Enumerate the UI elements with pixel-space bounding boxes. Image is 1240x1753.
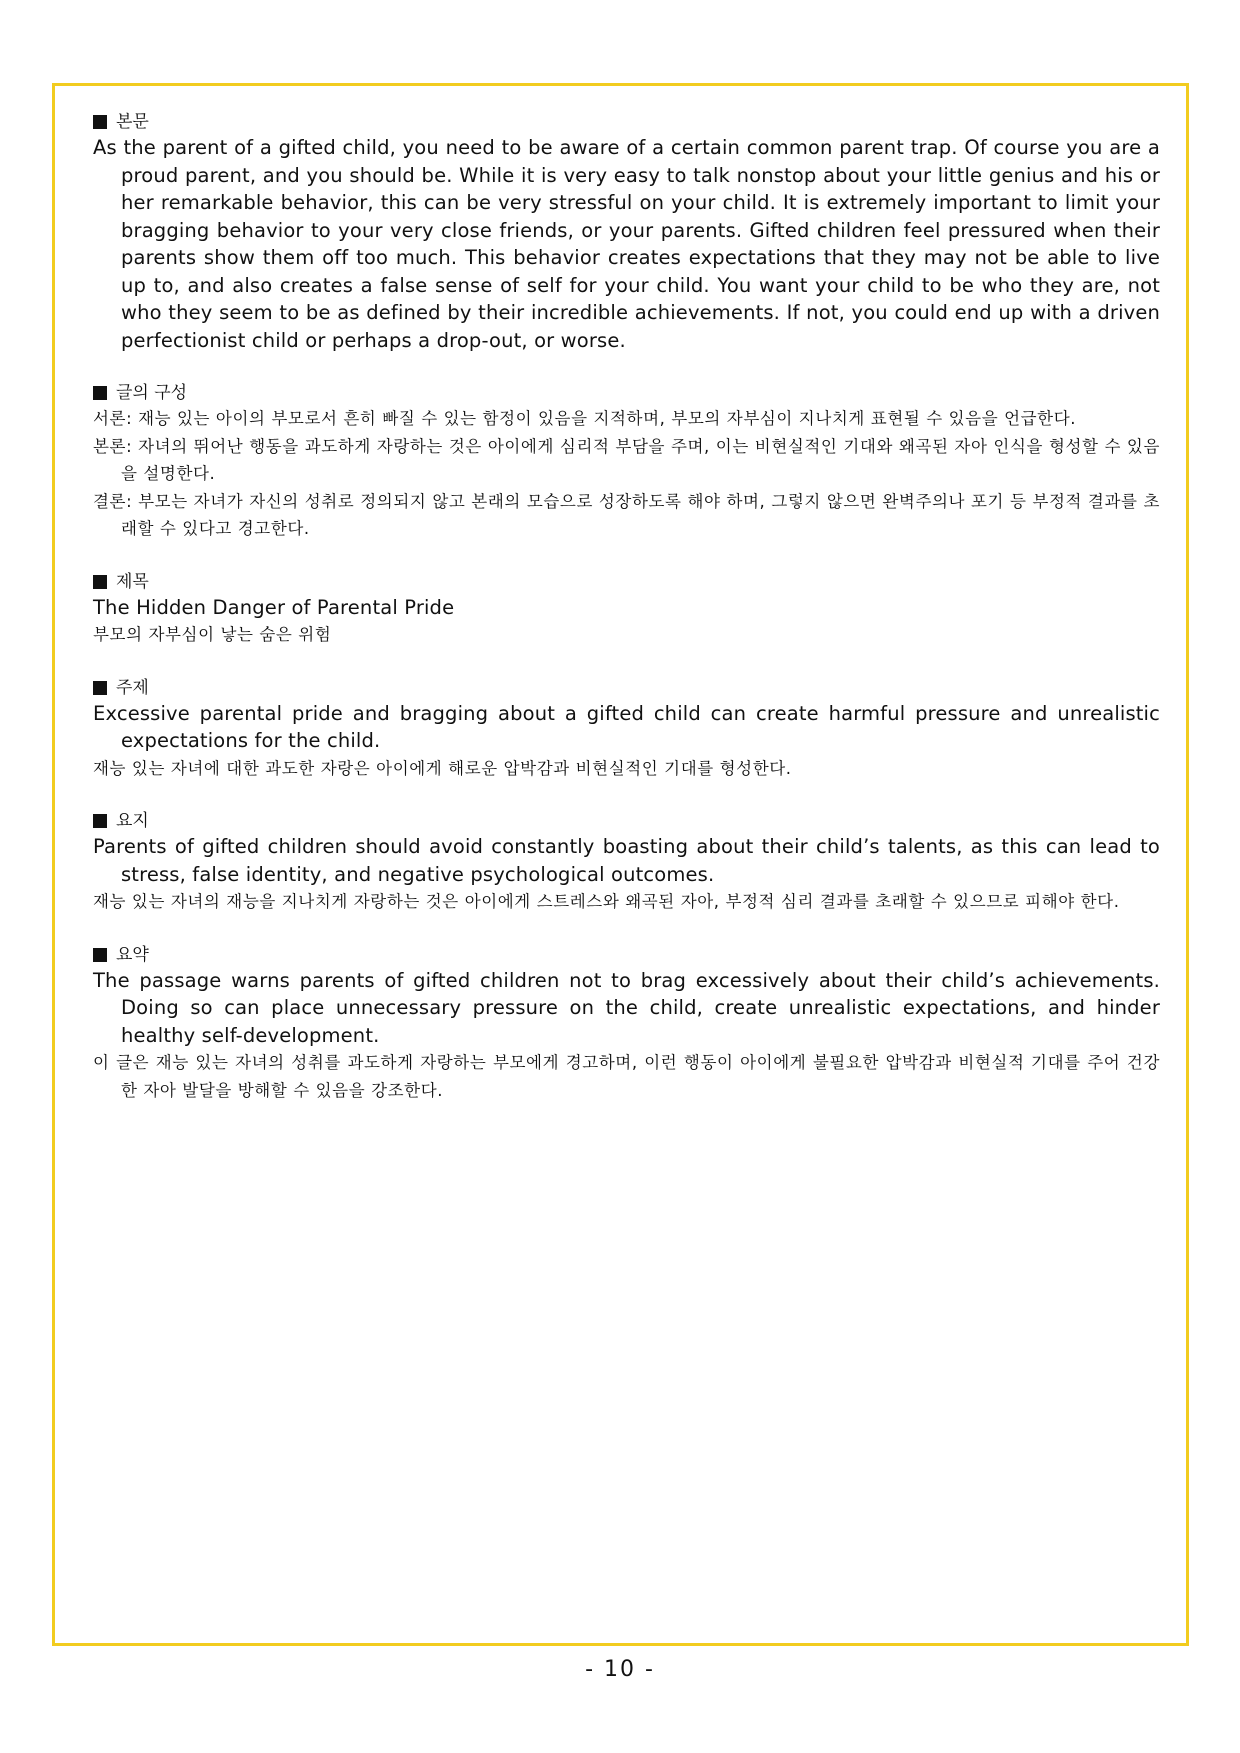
page-number: - 10 - bbox=[585, 1657, 655, 1682]
bullet-square-icon bbox=[93, 115, 107, 129]
section-title bbox=[93, 570, 1160, 649]
bullet-square-icon bbox=[93, 575, 107, 589]
heading-label: 제목 bbox=[116, 571, 149, 592]
summary-english: The passage warns parents of gifted children not to brag excessively about their child’s achievements. Doing so can place unnecessary pressure on the child, create unrealistic expectations, and hinder healthy self-development. bbox=[93, 968, 1160, 1047]
theme-korean: 재능 있는 자녀에 대한 과도한 자랑은 아이에게 해로운 압박감과 비현실적인 기대를 형성한다. bbox=[93, 758, 792, 778]
heading-label: 요약 bbox=[116, 944, 149, 965]
structure-intro: 서론: 재능 있는 아이의 부모로서 흔히 빠질 수 있는 함정이 있음을 지적하며, 부모의 자부심이 지나치게 표현될 수 있음을 언급한다. bbox=[93, 409, 1077, 428]
structure-conclusion: 결론: 부모는 자녀가 자신의 성취로 정의되지 않고 본래의 모습으로 성장하도록 해야 하며, 그렇지 않으면 완벽주의나 포기 등 부정적 결과를 초래할 수 있다고 경고한다. bbox=[93, 491, 1160, 538]
section-heading bbox=[93, 110, 1160, 134]
section-summary bbox=[93, 943, 1160, 1105]
section-heading bbox=[93, 381, 1160, 405]
section-body bbox=[93, 110, 1160, 354]
section-theme bbox=[93, 676, 1160, 783]
title-english: The Hidden Danger of Parental Pride bbox=[93, 595, 455, 619]
bullet-square-icon bbox=[93, 814, 107, 828]
section-heading bbox=[93, 809, 1160, 833]
section-gist bbox=[93, 809, 1160, 916]
section-structure bbox=[93, 381, 1160, 543]
page-content bbox=[93, 110, 1160, 1131]
gist-korean: 재능 있는 자녀의 재능을 지나치게 자랑하는 것은 아이에게 스트레스와 왜곡된 자아, 부정적 심리 결과를 초래할 수 있으므로 피해야 한다. bbox=[93, 892, 1120, 911]
section-heading bbox=[93, 676, 1160, 700]
section-heading bbox=[93, 943, 1160, 967]
title-korean: 부모의 자부심이 낳는 숨은 위험 bbox=[93, 625, 332, 644]
heading-label: 주제 bbox=[116, 677, 149, 698]
section-heading bbox=[93, 570, 1160, 594]
heading-label: 요지 bbox=[116, 811, 149, 831]
gist-english: Parents of gifted children should avoid constantly boasting about their child’s talents, as this can lead to stress, false identity, and negative psychological outcomes. bbox=[93, 835, 1160, 886]
body-text: As the parent of a gifted child, you need to be aware of a certain common parent trap. Of course you are a proud parent, and you should be. While it is very easy to talk nonstop about your little genius and his or her remarkable behavior, this can be very stressful on your child. It is extremely important to limit your bragging behavior to your very close friends, or your parents. Gifted children feel pressured when their parents show them off too much. This behavior creates expectations that they may not be able to live up to, and also creates a false sense of self for your child. You want your child to be who they are, not who they seem to be as defined by their incredible achievements. If not, you could end up with a driven perfectionist child or perhaps a drop-out, or worse. bbox=[93, 136, 1160, 352]
heading-label: 본문 bbox=[116, 112, 149, 132]
bullet-square-icon bbox=[93, 681, 107, 695]
heading-label: 글의 구성 bbox=[116, 383, 188, 403]
structure-main: 본론: 자녀의 뛰어난 행동을 과도하게 자랑하는 것은 아이에게 심리적 부담을 주며, 이는 비현실적인 기대와 왜곡된 자아 인식을 형성할 수 있음을 설명한다. bbox=[93, 436, 1160, 483]
theme-english: Excessive parental pride and bragging about a gifted child can create harmful pressure and unrealistic expectations for the child. bbox=[93, 701, 1160, 752]
summary-korean: 이 글은 재능 있는 자녀의 성취를 과도하게 자랑하는 부모에게 경고하며, 이런 행동이 아이에게 불필요한 압박감과 비현실적 기대를 주어 건강한 자아 발달을 방해할 수 있음을 강조한다. bbox=[93, 1053, 1160, 1100]
bullet-square-icon bbox=[93, 948, 107, 962]
bullet-square-icon bbox=[93, 386, 107, 400]
